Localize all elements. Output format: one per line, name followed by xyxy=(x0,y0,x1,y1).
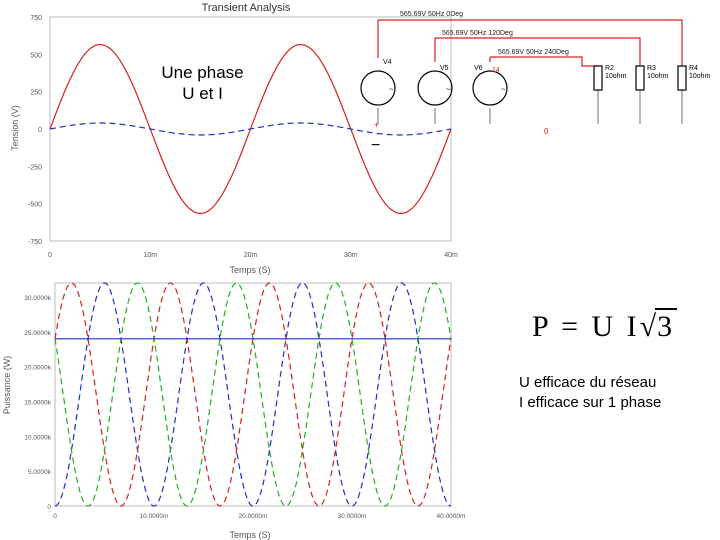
bottom-y-tick-label: 20.0000k xyxy=(24,364,51,372)
source-v4-label: 565.69V 50Hz 0Deg xyxy=(400,11,464,18)
phase-label-line1: Une phase xyxy=(161,63,244,82)
bottom-x-tick-label: 30.0000m xyxy=(337,513,367,520)
resistor-r3 xyxy=(636,65,669,90)
phase-label-line2: U et I xyxy=(182,84,223,103)
top-y-tick-label: 250 xyxy=(30,89,42,97)
plus-sign: + xyxy=(374,120,380,130)
top-y-tick-label: 750 xyxy=(30,15,42,22)
bottom-y-tick-label: 25.0000k xyxy=(24,329,51,337)
sqrt-symbol: √ xyxy=(639,310,660,343)
phase-annotation xyxy=(150,62,255,104)
source-v5-label: 565.69V 50Hz 120Deg xyxy=(442,30,513,37)
formula-radicand: 3 xyxy=(657,310,676,343)
top-x-tick-label: 20m xyxy=(243,252,258,259)
source-v4 xyxy=(361,59,395,105)
top-y-tick-label: 0 xyxy=(38,127,42,134)
top-x-axis-label: Temps (S) xyxy=(229,265,271,275)
svg-text:R3: R3 xyxy=(647,65,656,72)
bottom-y-tick-label: 10.0000k xyxy=(24,434,51,442)
note-line-1: U efficace du réseau xyxy=(519,374,657,391)
top-y-tick-label: -500 xyxy=(27,201,42,209)
svg-text:~: ~ xyxy=(446,85,451,94)
source-v6 xyxy=(473,65,507,105)
bottom-y-tick-label: 30.0000k xyxy=(24,294,51,302)
formula-lhs: P xyxy=(532,310,551,343)
top-x-tick-label: 40m xyxy=(444,252,458,259)
top-x-ticks xyxy=(48,252,458,259)
note-line-2: I efficace sur 1 phase xyxy=(519,394,662,411)
bottom-y-tick-label: 5.0000k xyxy=(27,469,51,477)
formula-equals: = xyxy=(561,310,581,343)
bottom-series-line-2 xyxy=(55,283,451,506)
bottom-series-group xyxy=(55,283,451,506)
formula-rhs: U I xyxy=(591,310,640,343)
resistor-r4 xyxy=(678,65,711,90)
source-v5 xyxy=(418,65,452,105)
top-chart-title: Transient Analysis xyxy=(201,2,291,14)
svg-text:10ohm: 10ohm xyxy=(605,73,627,80)
svg-text:V4: V4 xyxy=(383,59,392,66)
bottom-plot-frame xyxy=(55,283,451,506)
node-label-0: 0 xyxy=(544,127,549,136)
top-y-ticks xyxy=(28,15,42,246)
svg-text:~: ~ xyxy=(389,85,394,94)
bottom-x-tick-label: 0 xyxy=(53,513,57,520)
bottom-x-tick-label: 40.0000m xyxy=(436,513,466,520)
top-y-tick-label: -250 xyxy=(27,164,42,172)
top-x-tick-label: 0 xyxy=(48,252,52,259)
svg-text:V5: V5 xyxy=(440,65,449,72)
svg-text:10ohm: 10ohm xyxy=(647,73,669,80)
svg-text:10ohm: 10ohm xyxy=(689,73,711,80)
supply-wires xyxy=(378,20,682,66)
bottom-x-tick-label: 10.0000m xyxy=(139,513,169,520)
top-y-tick-label: 500 xyxy=(30,52,42,60)
bottom-series-line-0 xyxy=(55,283,451,506)
top-x-tick-label: 10m xyxy=(143,252,158,259)
top-plot-frame xyxy=(50,17,451,241)
svg-text:R4: R4 xyxy=(689,65,698,72)
node-label-14: 14 xyxy=(492,67,500,74)
bottom-x-tick-label: 20.0000m xyxy=(238,513,268,520)
top-y-axis-label: Tension (V) xyxy=(10,105,20,151)
bottom-y-ticks xyxy=(24,295,51,511)
svg-text:~: ~ xyxy=(501,85,506,94)
bottom-series-line-1 xyxy=(55,283,451,506)
resistor-r2 xyxy=(594,65,627,90)
bottom-y-axis-label: Puissance (W) xyxy=(2,355,12,415)
top-y-tick-label: -750 xyxy=(27,239,42,246)
top-x-tick-label: 30m xyxy=(343,252,358,259)
source-v6-label: 565.69V 50Hz 240Deg xyxy=(498,49,569,56)
svg-text:R2: R2 xyxy=(605,65,614,72)
bottom-y-tick-label: 0 xyxy=(47,504,51,511)
bottom-x-ticks xyxy=(53,513,465,520)
formula-notes xyxy=(519,373,661,413)
minus-sign: − xyxy=(371,137,381,154)
svg-text:V6: V6 xyxy=(474,65,483,72)
bottom-y-tick-label: 15.0000k xyxy=(24,399,51,407)
bottom-x-axis-label: Temps (S) xyxy=(229,530,271,540)
top-series-line-1 xyxy=(50,123,451,135)
neutral-wires xyxy=(378,90,682,124)
power-formula xyxy=(532,308,677,344)
